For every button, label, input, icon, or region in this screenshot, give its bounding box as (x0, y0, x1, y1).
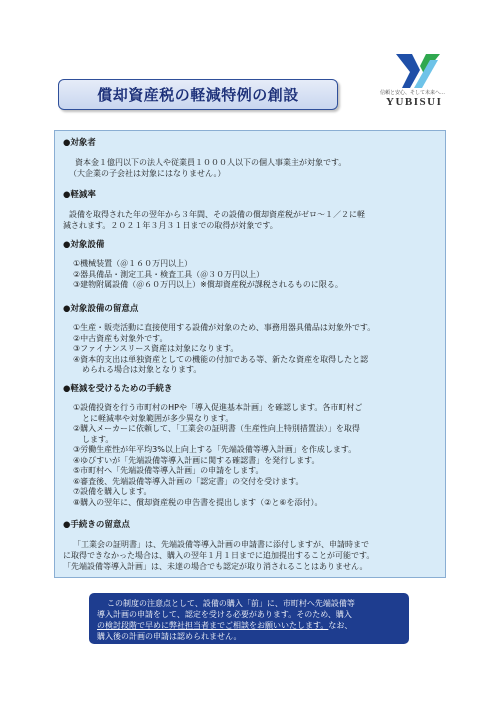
list-item: ⑦設備を購入します。 (73, 487, 152, 496)
list-item: ③建物附属設備（＠６０万円以上）※償却資産税が課税されるものに限る。 (73, 280, 343, 289)
list-item-line: ①設備投資を行う市町村のHPや「導入促進基本計画」を確認します。各市町村ご (73, 403, 363, 412)
note-text: なお、 (328, 621, 353, 630)
list-item (63, 403, 443, 424)
caution-note (89, 593, 409, 644)
section-notes (63, 303, 443, 376)
logo-wordmark: YUBISUI (386, 96, 443, 108)
list-item-line: められる場合は対象となります。 (82, 365, 202, 374)
note-line: 導入計画の申請をして、認定を受ける必要があります。そのため、購入 (97, 610, 352, 619)
section-procedure (63, 383, 443, 508)
procedure-notes-line: 「先端設備等導入計画」は、未達の場合でも認定が取り消されることはありません。 (63, 562, 368, 571)
rate-text (63, 209, 443, 231)
title-banner (58, 79, 338, 110)
note-line (97, 620, 401, 631)
list-item: ①生産・販売活動に直接使用する設備が対象のため、事務用器具備品は対象外です。 (73, 323, 376, 332)
heading-procedure-notes: ●手続きの留意点 (63, 520, 130, 530)
yubisui-logo-icon (392, 52, 444, 90)
target-text (63, 157, 443, 179)
list-item: ⑥審査後、先端設備等導入計画の「認定書」の交付を受けます。 (73, 476, 304, 486)
list-item: ②中古資産も対象外です。 (73, 333, 168, 343)
heading-target: ●対象者 (63, 138, 96, 148)
heading-notes: ●対象設備の留意点 (63, 304, 139, 314)
list-item: ①機械装置（＠１６０万円以上） (73, 259, 193, 268)
procedure-notes-text (63, 539, 443, 572)
heading-rate: ●軽減率 (63, 190, 96, 200)
list-item: ③労働生産性が年平均3%以上向上する「先端設備等導入計画」を作成します。 (73, 445, 357, 454)
list-item (63, 355, 443, 376)
target-line: 資本金１億円以下の法人や従業員１０００人以下の個人事業主が対象です。 (75, 158, 347, 167)
list-item-line: ②購入メーカーに依頼して、「工業会の証明書（生産性向上特別措置法）」を取得 (73, 424, 360, 433)
list-item-line: します。 (82, 434, 114, 444)
rate-line: 設備を取得された年の翌年から３年間、その設備の償却資産税がゼロ～１／２に軽 (69, 210, 365, 219)
note-line: この制度の注意点として、設備の購入「前」に、市町村へ先端設備等 (107, 599, 355, 608)
content-box (54, 130, 446, 578)
list-item: ②器具備品・測定工具・検査工具（＠３０万円以上） (73, 269, 265, 279)
target-line: （大企業の子会社は対象にはなりません。） (69, 169, 226, 178)
note-line: 購入後の計画の申請は認められません。 (97, 632, 242, 641)
procedure-list (63, 403, 443, 508)
yubisui-logo (380, 52, 456, 110)
list-item-line: とに軽減率や対象範囲が多少異なります。 (82, 413, 234, 423)
heading-procedure: ●軽減を受けるための手続き (63, 384, 173, 394)
list-item (63, 424, 443, 445)
rate-line: 減されます。２０２１年３月３１日までの取得が対象です。 (63, 221, 278, 230)
note-underlined-text: の検討段階で早めに弊社担当者までご相談をお願いいたします。 (97, 621, 329, 630)
section-rate (63, 189, 443, 231)
notes-list (63, 323, 443, 376)
page-title: 償却資産税の軽減特例の創設 (97, 86, 299, 104)
list-item: ③ファイナンスリース資産は対象になります。 (73, 344, 239, 353)
section-equipment (63, 239, 443, 291)
list-item: ④ゆびすいが「先端設備等導入計画に関する確認書」を発行します。 (73, 455, 320, 465)
procedure-notes-line: 「工業会の証明書」は、先端設備等導入計画の申請書に添付しますが、申請時まで (73, 540, 369, 549)
list-item: ⑧購入の翌年に、償却資産税の申告書を提出します（②と⑥を添付）。 (73, 497, 323, 507)
list-item: ⑤市町村へ「先端設備等導入計画」の申請をします。 (73, 466, 264, 475)
list-item-line: ④資本的支出は単独資産としての機能の付加である等、新たな資産を取得したと認 (73, 354, 369, 364)
equipment-list (63, 259, 443, 291)
section-procedure-notes (63, 519, 443, 572)
heading-equipment: ●対象設備 (63, 240, 105, 250)
procedure-notes-line: に取得できなかった場合は、購入の翌年１月１日までに追加提出することが可能です。 (63, 551, 375, 560)
section-target (63, 137, 443, 179)
logo-tagline: 信頼と安心、そして未来へ… (380, 90, 446, 96)
